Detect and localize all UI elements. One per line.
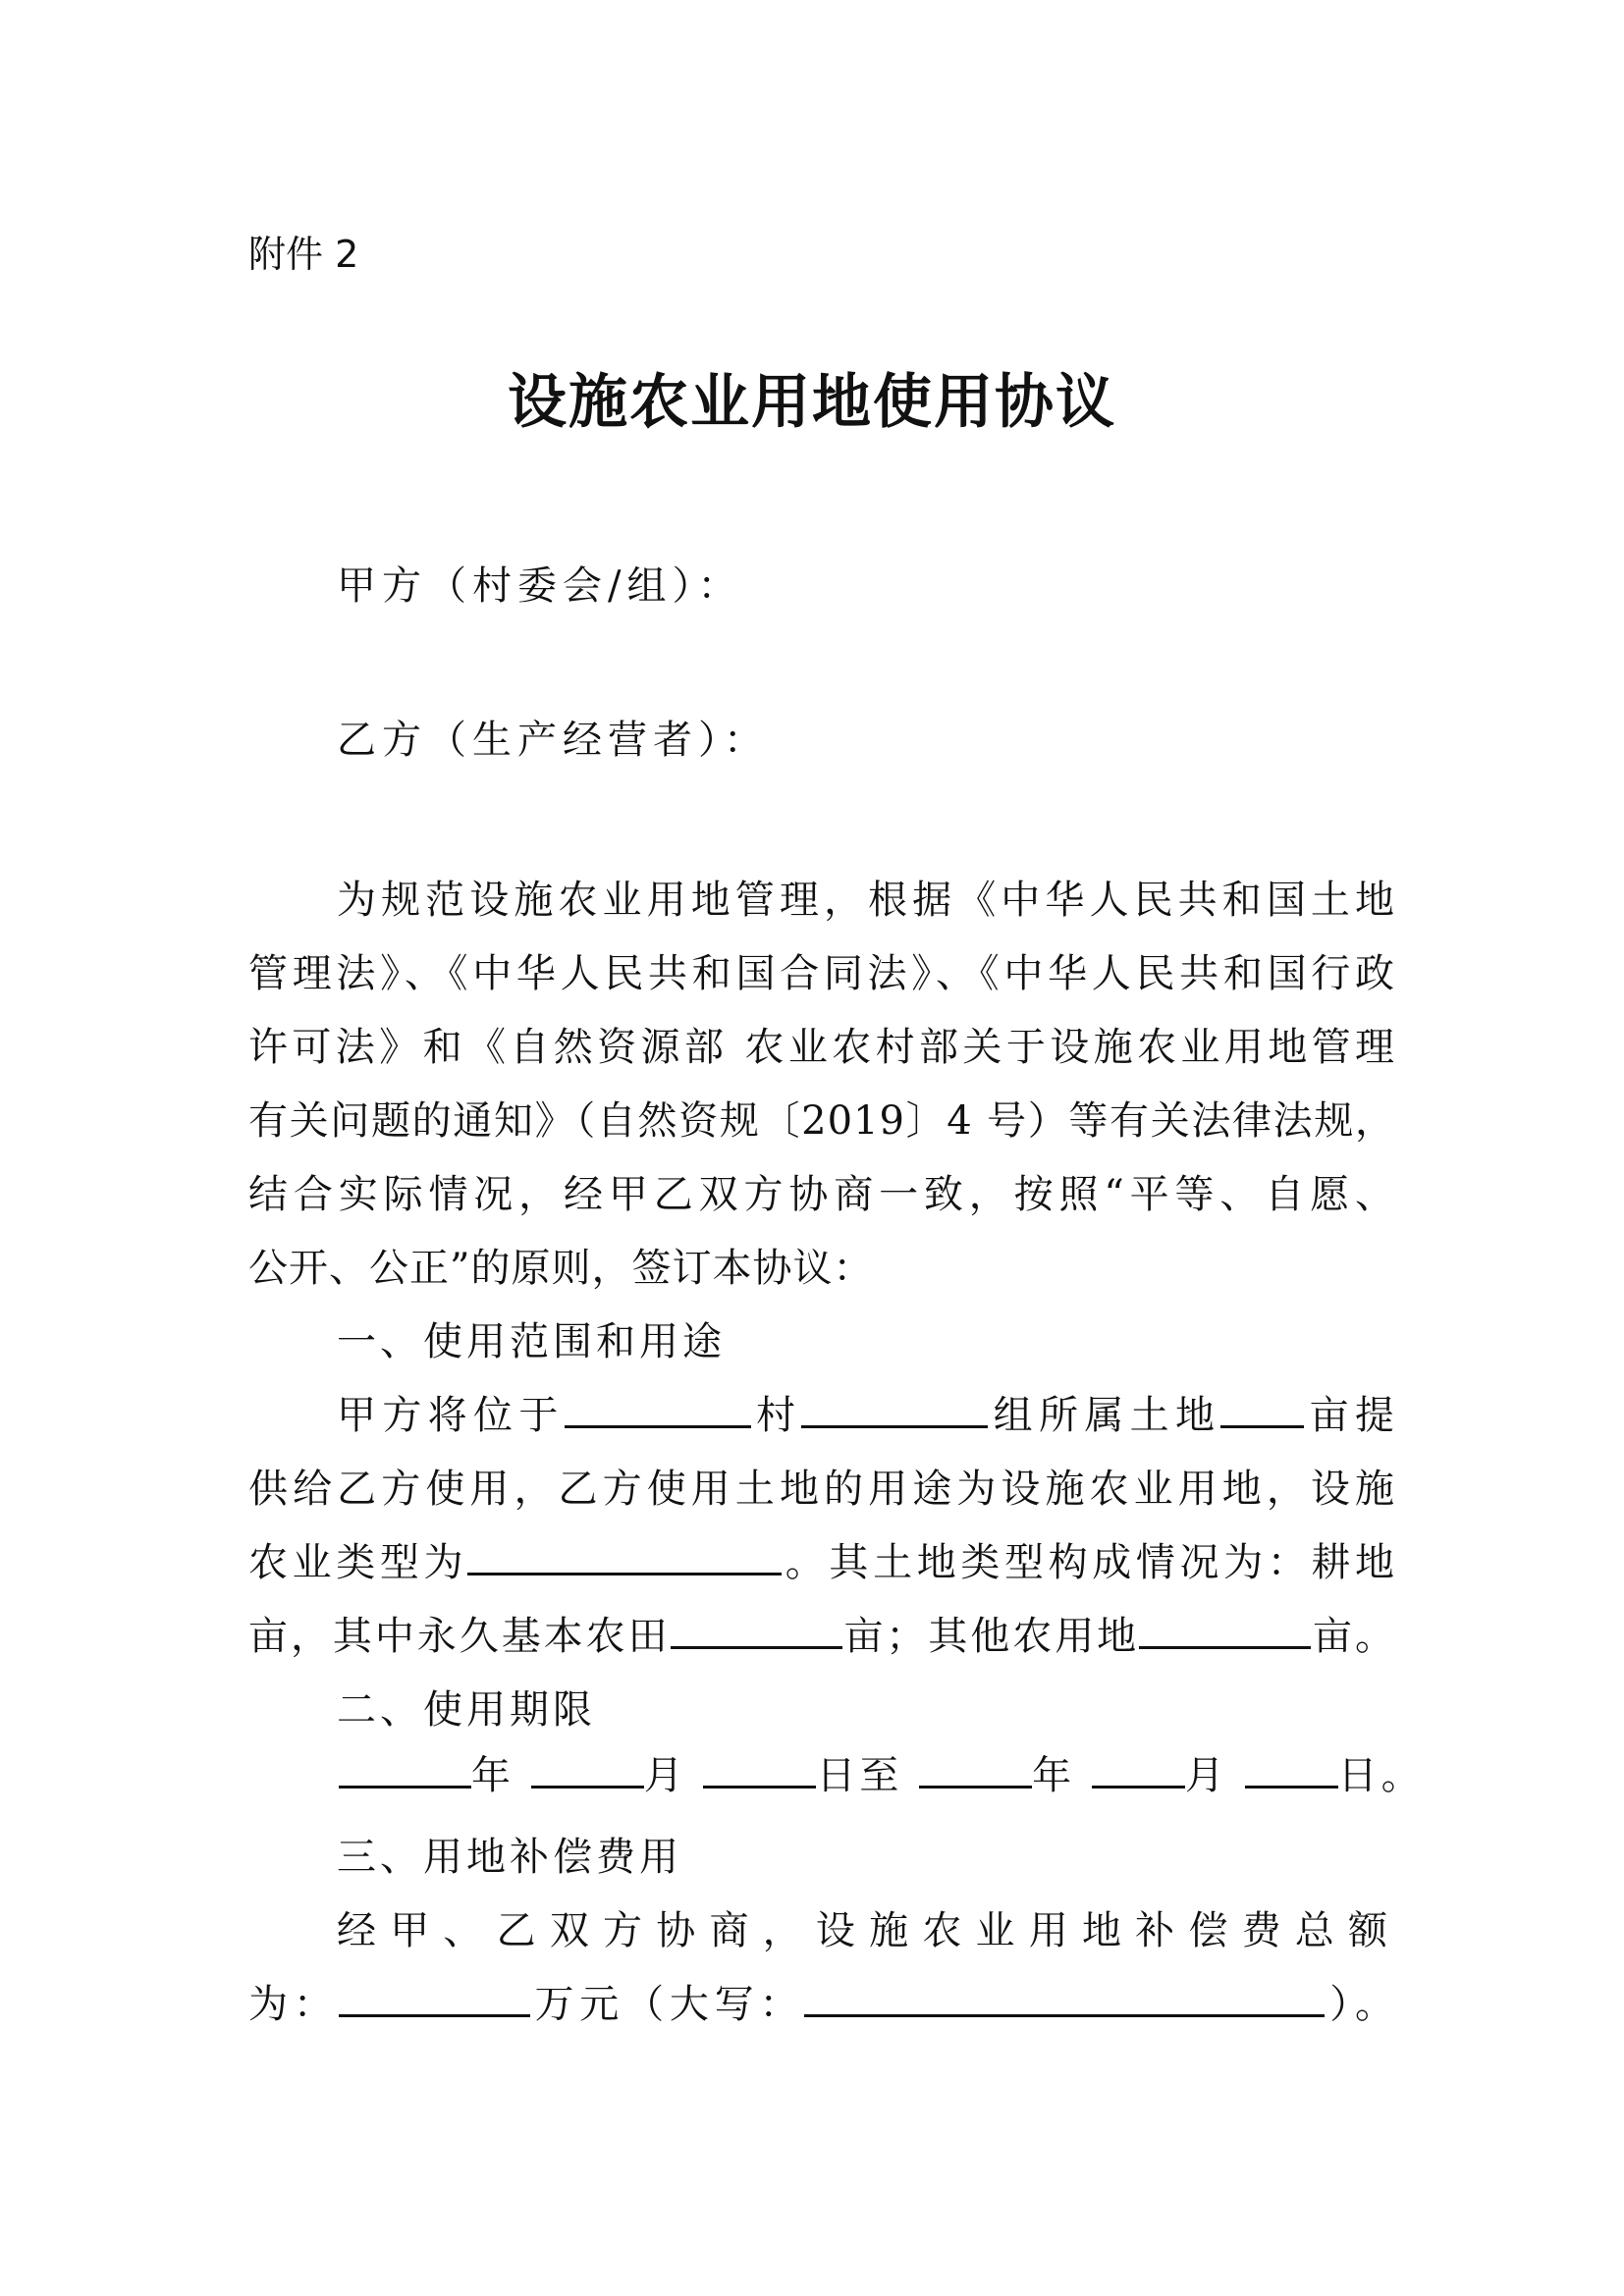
section1-text: 亩；其他农用地 xyxy=(841,1614,1140,1659)
basic-farmland-blank[interactable] xyxy=(671,1607,842,1649)
party-b-line: 乙方（生产经营者）： xyxy=(337,718,769,763)
date-text: 月 xyxy=(1184,1753,1228,1798)
term-date-line xyxy=(339,1744,1425,1800)
section1-line xyxy=(248,1600,1395,1674)
village-blank[interactable] xyxy=(565,1386,751,1428)
intro-line: 为规范设施农业用地管理，根据《中华人民共和国土地 xyxy=(337,878,1395,923)
document-title: 设施农业用地使用协议 xyxy=(508,368,1116,437)
amount-blank[interactable] xyxy=(339,1975,530,2017)
end-year-blank[interactable] xyxy=(919,1746,1032,1789)
date-text: 日。 xyxy=(1337,1753,1425,1798)
date-text: 年 xyxy=(471,1753,514,1798)
section1-line: 供给乙方使用，乙方使用土地的用途为设施农业用地，设施 xyxy=(248,1467,1395,1512)
section1-text: 亩。 xyxy=(1311,1614,1395,1659)
section3-text: 为： xyxy=(248,1982,339,2027)
date-text: 年 xyxy=(1032,1753,1076,1798)
section1-text: 村 xyxy=(750,1393,802,1438)
section2-heading: 二、使用期限 xyxy=(337,1687,596,1733)
start-month-blank[interactable] xyxy=(531,1746,644,1789)
section1-line xyxy=(248,1526,1395,1600)
other-farmland-blank[interactable] xyxy=(1139,1607,1311,1649)
intro-line: 结合实际情况，经甲乙双方协商一致，按照“平等、自愿、 xyxy=(248,1172,1395,1217)
section3-line: 经甲、乙双方协商，设施农业用地补偿费总额 xyxy=(337,1908,1395,1953)
section3-heading: 三、用地补偿费用 xyxy=(337,1835,682,1880)
section3-line xyxy=(248,1968,1395,2042)
amount-capital-blank[interactable] xyxy=(804,1975,1325,2017)
area-blank[interactable] xyxy=(1220,1386,1304,1428)
section1-text: 。其土地类型构成情况为：耕地 xyxy=(782,1540,1395,1585)
section1-text: 组所属土地 xyxy=(988,1393,1221,1438)
date-text: 日至 xyxy=(816,1753,903,1798)
section1-text: 亩，其中永久基本农田 xyxy=(248,1614,671,1659)
intro-line: 公开、公正”的原则，签订本协议： xyxy=(248,1246,874,1291)
facility-type-blank[interactable] xyxy=(467,1533,782,1575)
section3-text: ）。 xyxy=(1325,1982,1395,2027)
section1-text: 甲方将位于 xyxy=(337,1393,565,1438)
start-day-blank[interactable] xyxy=(703,1746,816,1789)
section3-text: 万元（大写： xyxy=(529,1982,805,2027)
intro-line: 管理法》、《中华人民共和国合同法》、《中华人民共和国行政 xyxy=(248,951,1395,996)
section1-text: 农业类型为 xyxy=(248,1540,468,1585)
section1-text: 亩提 xyxy=(1304,1393,1395,1438)
party-a-line: 甲方（村委会/组）： xyxy=(337,563,743,609)
start-year-blank[interactable] xyxy=(339,1746,471,1789)
agreement-body xyxy=(248,864,1395,2042)
date-text: 月 xyxy=(643,1753,687,1798)
end-month-blank[interactable] xyxy=(1092,1746,1185,1789)
intro-line: 有关问题的通知》（自然资规〔2019〕4 号）等有关法律法规， xyxy=(248,1098,1395,1144)
intro-line: 许可法》和《自然资源部 农业农村部关于设施农业用地管理 xyxy=(248,1025,1395,1070)
section1-heading: 一、使用范围和用途 xyxy=(337,1319,726,1364)
end-day-blank[interactable] xyxy=(1245,1746,1338,1789)
section1-line xyxy=(248,1379,1395,1453)
attachment-label: 附件 2 xyxy=(248,233,359,276)
group-blank[interactable] xyxy=(801,1386,988,1428)
